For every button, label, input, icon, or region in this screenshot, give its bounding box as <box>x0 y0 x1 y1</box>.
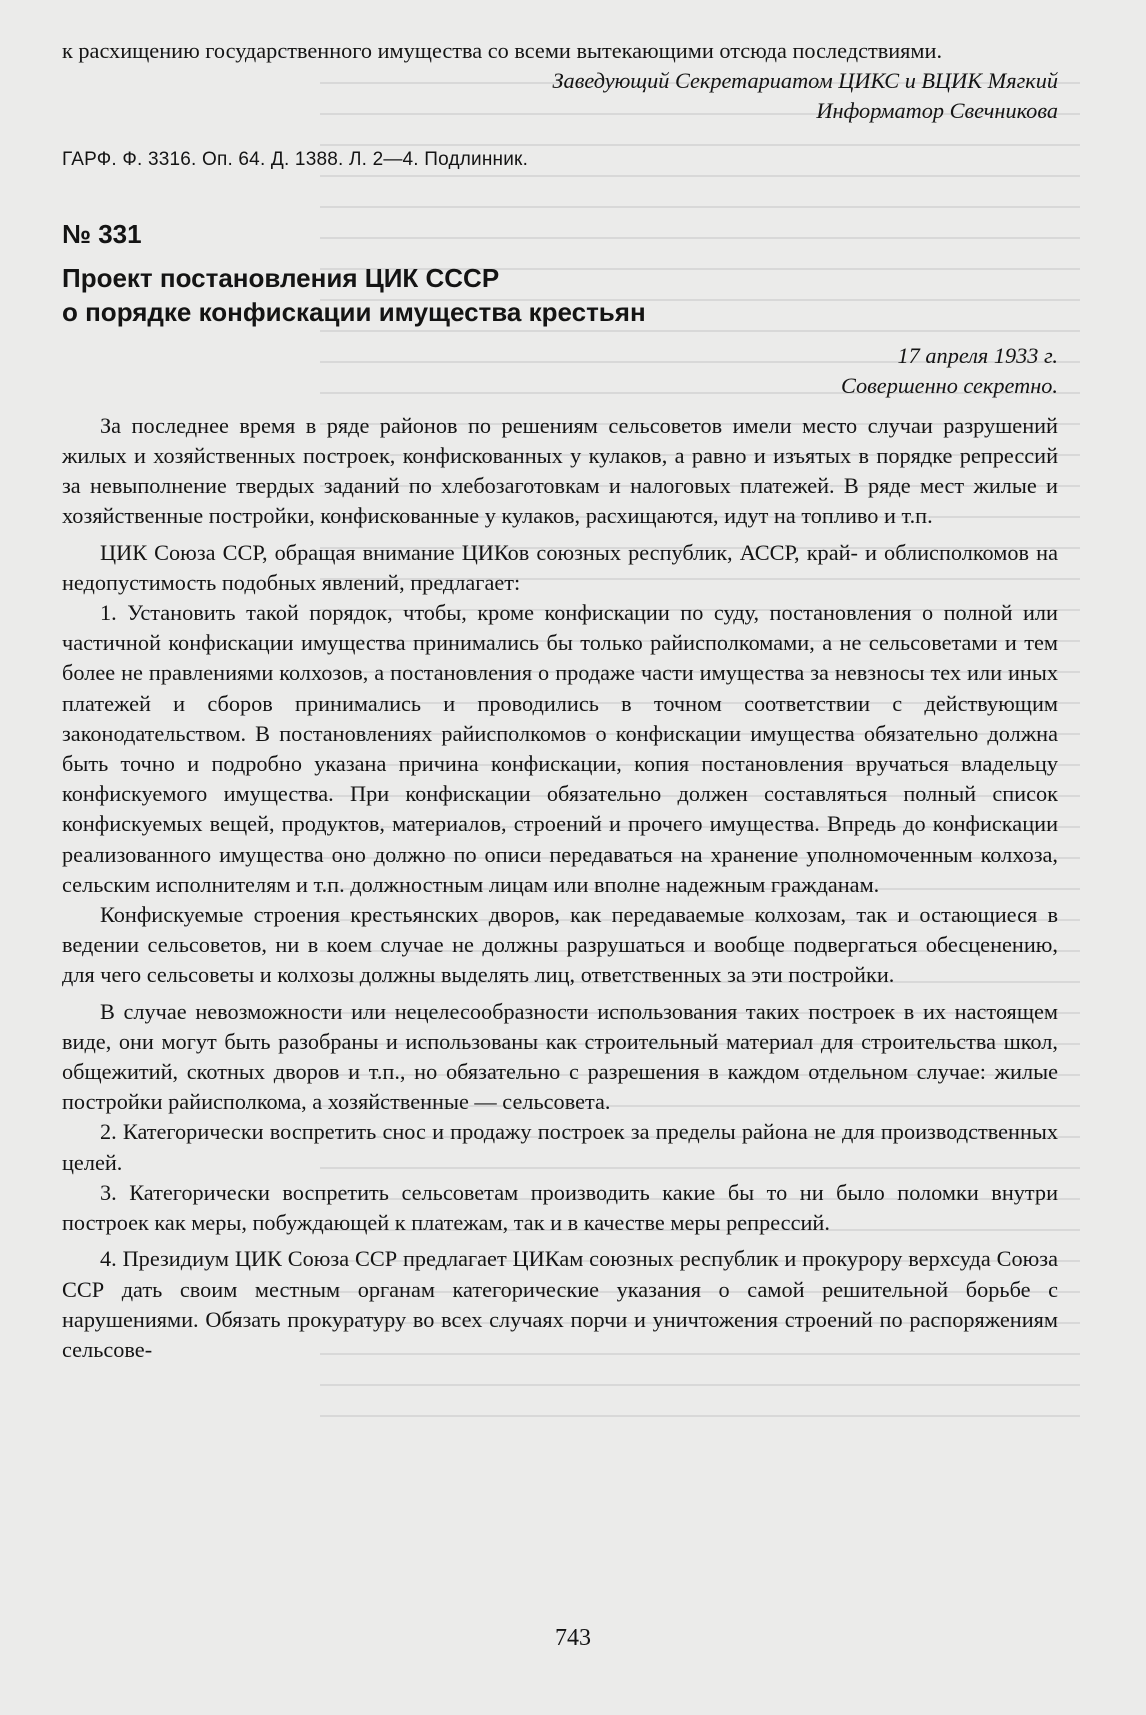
body-paragraph: 2. Категорически воспретить снос и продажу построек за пределы района не для производственных целей. <box>62 1119 1058 1175</box>
document-title-line-1: Проект постановления ЦИК СССР <box>62 262 500 293</box>
page-content <box>62 36 1058 1365</box>
body-paragraph: 1. Установить такой порядок, чтобы, кроме конфискации по суду, постановления о полной или частичной конфискации имущества принимались бы только райисполкомами, а не сельсоветами и тем более не правлениями колхозов, а постановления о продаже части имущества за невзносы тех или иных платежей и сборов принимались и проводились в точном соответствии с действующим законодательством. В постановлениях райисполкомов о конфискации имущества обязательно должна быть точно и подробно указана причина конфискации, копия постановления вручаться владельцу конфискуемого имущества. При конфискации обязательно должен составляться полный список конфискуемых вещей, продуктов, материалов, строений и прочего имущества. Впредь до конфискации реализованного имущества оно должно по описи передаваться на хранение уполномоченным колхоза, сельским исполнителям и т.п. должностным лицам или вполне надежным гражданам. <box>62 600 1058 897</box>
document-title-line-2: о порядке конфискации имущества крестьян <box>62 296 646 327</box>
document-title <box>62 261 1058 329</box>
archive-source: ГАРФ. Ф. 3316. Оп. 64. Д. 1388. Л. 2—4. Подлинник. <box>62 148 529 170</box>
document-number: № 331 <box>62 218 142 249</box>
body-paragraph: ЦИК Союза ССР, обращая внимание ЦИКов союзных республик, АССР, край- и облисполкомов на недопустимость подобных явлений, предлагает: <box>62 539 1058 595</box>
signature-line-2: Информатор Свечникова <box>816 98 1058 124</box>
body-paragraph: 3. Категорически воспретить сельсоветам производить какие бы то ни было поломки внутри построек как меры, побуждающей к платежам, так и в качестве меры репрессий. <box>62 1179 1058 1236</box>
body-paragraph: В случае невозможности или нецелесообразности использования таких построек в их настоящем виде, они могут быть разобраны и использованы как строительный материал для строительства школ, общежитий, скотных дворов и т.п., но обязательно с разрешения в каждом отдельном случае: жилые постройки райисполкома, а хозяйственные — сельсовета. <box>62 998 1058 1115</box>
document-date: 17 апреля 1933 г. <box>897 342 1058 368</box>
classification-mark: Совершенно секретно. <box>840 372 1058 398</box>
body-paragraph: 4. Президиум ЦИК Союза ССР предлагает ЦИКам союзных республик и прокурору верхсуда Союза ССР дать своим местным органам категорические указания о самой решительной борьбе с нарушениями. Обязать прокуратуру во всех случаях порчи и уничтожения строений по распоряжениям сельсове- <box>62 1246 1058 1362</box>
body-paragraph: За последнее время в ряде районов по решениям сельсоветов имели место случаи разрушений жилых и хозяйственных построек, конфискованных у кулаков, а равно и изъятых в порядке репрессий за невыполнение твердых заданий по хлебозаготовкам и налоговых платежей. В ряде мест жилые и хозяйственные постройки, конфискованные у кулаков, расхищаются, идут на топливо и т.п. <box>62 412 1058 529</box>
signature-line-1: Заведующий Секретариатом ЦИКС и ВЦИК Мягкий <box>552 68 1058 94</box>
body-paragraph: Конфискуемые строения крестьянских дворов, как передаваемые колхозам, так и остающиеся в ведении сельсоветов, ни в коем случае не должны разрушаться и вообще подвергаться обесценению, для чего сельсоветы и колхозы должны выделять лиц, ответственных за эти постройки. <box>62 902 1058 988</box>
continuation-text: к расхищению государственного имущества со всеми вытекающими отсюда последствиями. <box>62 38 943 63</box>
page-number: 743 <box>555 1625 591 1651</box>
